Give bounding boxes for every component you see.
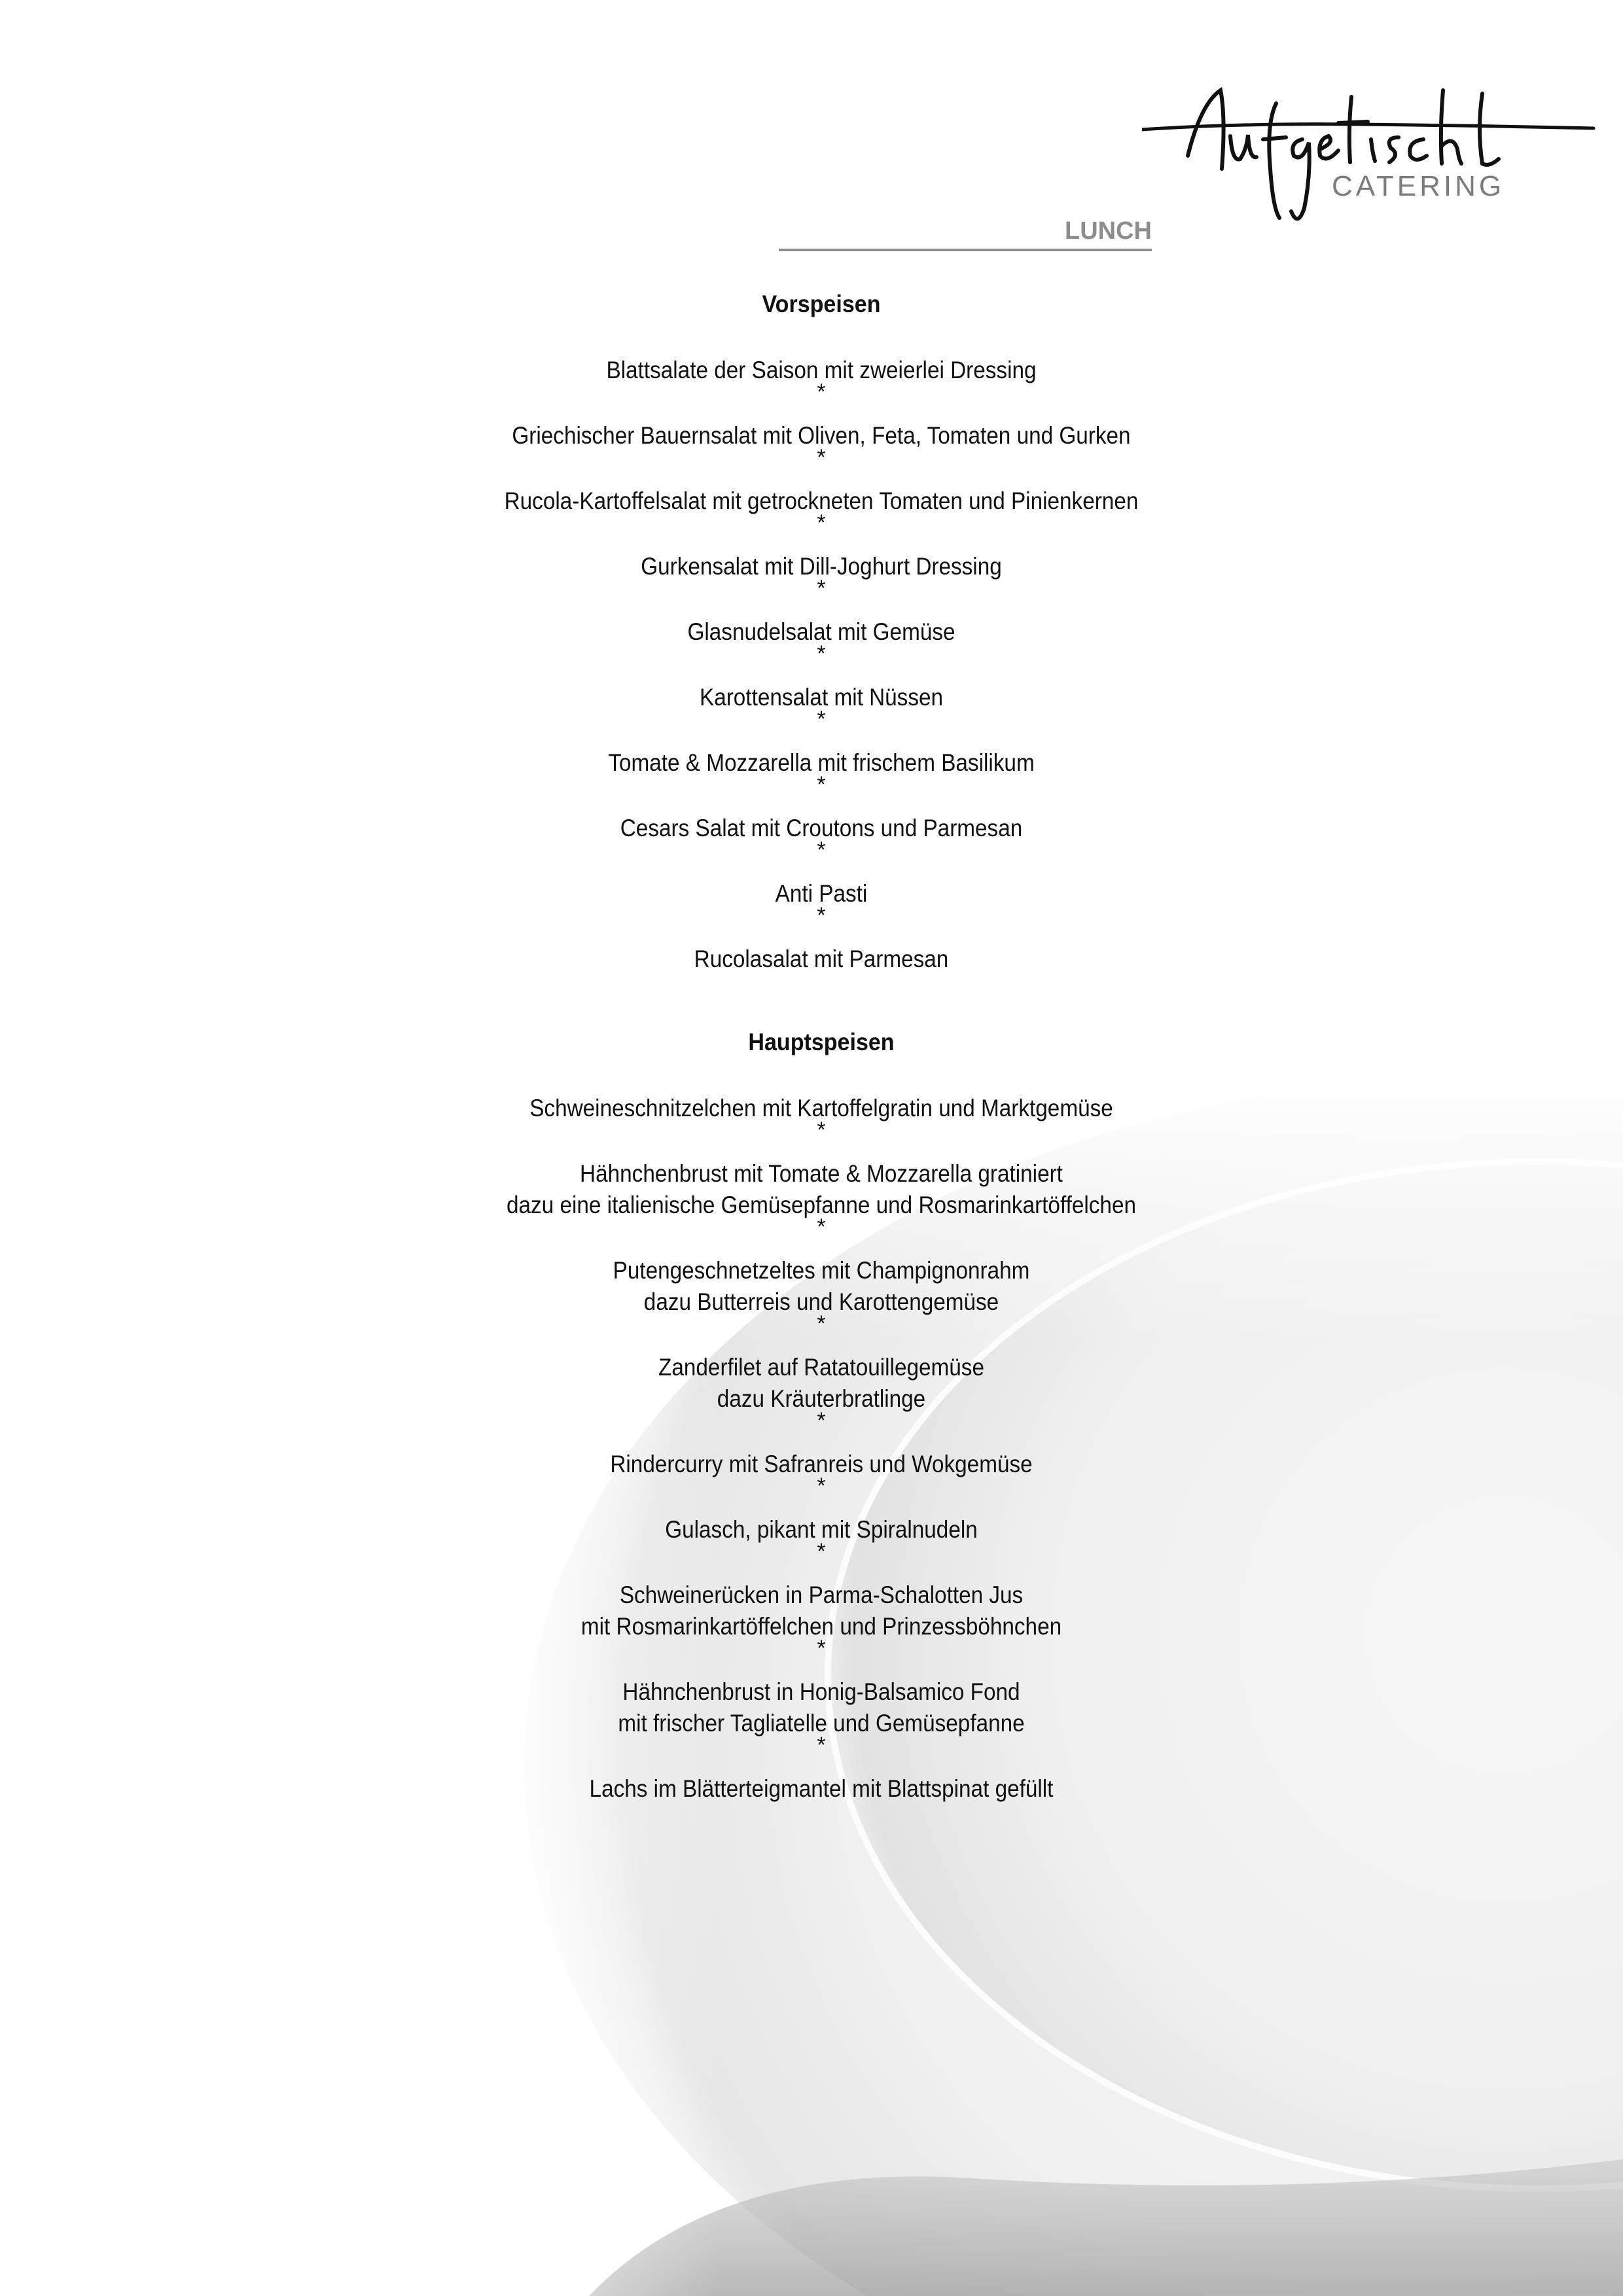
mains-section: [406, 1026, 1237, 1805]
dish-line: Rucola-Kartoffelsalat mit getrockneten Tomaten und Pinienkernen: [504, 487, 1139, 514]
dish-item: [406, 944, 1237, 975]
dish-separator: *: [817, 1118, 826, 1142]
dish-line: Gurkensalat mit Dill-Joghurt Dressing: [641, 553, 1002, 580]
dish-line: dazu eine italienische Gemüsepfanne und Rosmarinkartöffelchen: [507, 1192, 1136, 1218]
dish-separator: *: [817, 641, 826, 666]
dish-line: mit frischer Tagliatelle und Gemüsepfanne: [618, 1710, 1025, 1737]
dish-line: Cesars Salat mit Croutons und Parmesan: [620, 815, 1023, 841]
mains-heading: Hauptspeisen: [748, 1029, 895, 1055]
dish-separator: *: [817, 707, 826, 732]
dish-line: Griechischer Bauernsalat mit Oliven, Feta, Tomaten und Gurken: [512, 422, 1131, 449]
dish-separator: *: [817, 1539, 826, 1564]
dish-item: [406, 1352, 1237, 1415]
dish-separator: *: [817, 445, 826, 470]
dish-separator: *: [817, 1474, 826, 1498]
dish-separator: *: [817, 510, 826, 535]
logo-subtitle: CATERING: [1332, 170, 1505, 202]
mains-list: [406, 1093, 1237, 1805]
starters-list: [406, 355, 1237, 975]
header-rule: [779, 249, 1152, 251]
dish-line: dazu Kräuterbratlinge: [717, 1385, 926, 1412]
dish-line: Karottensalat mit Nüssen: [699, 684, 944, 711]
dish-separator: *: [817, 838, 826, 862]
dish-line: Putengeschnetzeltes mit Champignonrahm: [613, 1257, 1030, 1284]
dish-separator: *: [817, 380, 826, 404]
dish-separator: *: [817, 1733, 826, 1757]
dish-item: [406, 1676, 1237, 1739]
logo-script-signature: [1142, 77, 1600, 234]
dish-separator: *: [817, 1214, 826, 1239]
dish-item: [406, 1580, 1237, 1642]
dish-line: Gulasch, pikant mit Spiralnudeln: [665, 1516, 978, 1543]
starters-section: [406, 288, 1237, 975]
dish-line: Schweinerücken in Parma-Schalotten Jus: [619, 1581, 1024, 1608]
dish-line: Rindercurry mit Safranreis und Wokgemüse: [610, 1451, 1033, 1477]
dish-line: Rucolasalat mit Parmesan: [694, 945, 949, 972]
dish-item: [406, 1255, 1237, 1318]
dish-separator: *: [817, 1636, 826, 1661]
dish-line: Blattsalate der Saison mit zweierlei Dressing: [606, 357, 1037, 383]
dish-line: Hähnchenbrust mit Tomate & Mozzarella gratiniert: [580, 1160, 1063, 1187]
dish-separator: *: [817, 772, 826, 797]
dish-separator: *: [817, 1408, 826, 1433]
dish-separator: *: [817, 1311, 826, 1336]
dish-item: [406, 1773, 1237, 1805]
dish-separator: *: [817, 903, 826, 928]
starters-heading: Vorspeisen: [762, 291, 881, 317]
dish-line: Anti Pasti: [775, 880, 868, 907]
catering-logo: [1142, 77, 1600, 234]
dish-line: Tomate & Mozzarella mit frischem Basilikum: [608, 749, 1035, 776]
section-label: LUNCH: [1065, 217, 1152, 245]
dish-line: Schweineschnitzelchen mit Kartoffelgratin und Marktgemüse: [529, 1095, 1113, 1122]
dish-item: [406, 1158, 1237, 1221]
dish-line: Glasnudelsalat mit Gemüse: [687, 618, 955, 645]
dish-line: mit Rosmarinkartöffelchen und Prinzessböhnchen: [580, 1613, 1062, 1640]
dish-line: dazu Butterreis und Karottengemüse: [643, 1288, 999, 1315]
dish-line: Lachs im Blätterteigmantel mit Blattspinat gefüllt: [589, 1775, 1054, 1802]
dish-separator: *: [817, 576, 826, 601]
dish-line: Zanderfilet auf Ratatouillegemüse: [658, 1354, 984, 1381]
dish-line: Hähnchenbrust in Honig-Balsamico Fond: [622, 1678, 1020, 1705]
